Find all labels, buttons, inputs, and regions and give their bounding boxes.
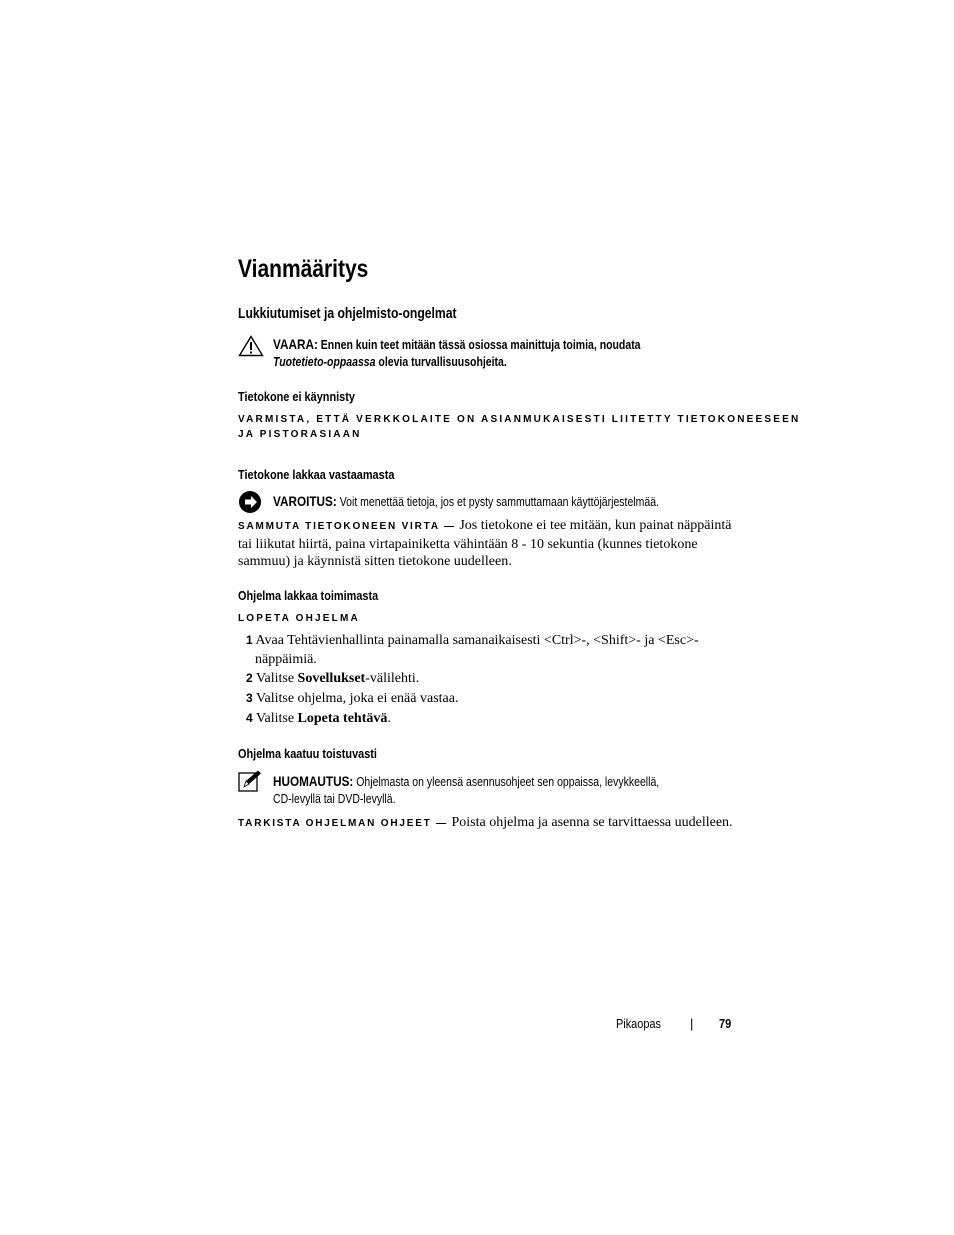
subheading-wont-start: Tietokone ei käynnisty: [238, 389, 355, 404]
footer-separator: |: [690, 1016, 694, 1031]
list-item-continuation: näppäimiä.: [255, 652, 317, 667]
list-item: 4 Valitse Lopeta tehtävä.: [246, 711, 391, 726]
instruction-power-off: SAMMUTA TIETOKONEEN VIRTA — Jos tietokone ei tee mitään, kun painat näppäintä tai liikutat hiirtä, paina virtapainiketta vähintään 8 - 10 sekuntia (kunnes tietokone sammuu) ja käynnistä sitten tietokone uudelleen.: [238, 518, 732, 569]
subheading-stops-responding: Tietokone lakkaa vastaamasta: [238, 467, 395, 482]
instruction-end-program: LOPETA OHJELMA: [238, 613, 360, 624]
instruction-check-adapter: VARMISTA, ETTÄ VERKKOLAITE ON ASIANMUKAISESTI LIITETTY TIETOKONEESEEN JA PISTORASIAAN: [238, 414, 801, 440]
warning-text: VAARA: Ennen kuin teet mitään tässä osiossa mainittuja toimia, noudata Tuotetieto-oppaassa olevia turvallisuusohjeita.: [273, 336, 641, 369]
list-item: 2 Valitse Sovellukset-välilehti.: [246, 671, 420, 686]
section-heading: Lukkiutumiset ja ohjelmisto-ongelmat: [238, 306, 457, 322]
warning-triangle-icon: [238, 335, 264, 357]
notice-arrow-icon: [238, 490, 262, 514]
note-pencil-icon: [238, 770, 262, 792]
list-item: 1 Avaa Tehtävienhallinta painamalla samanaikaisesti <Ctrl>-, <Shift>- ja <Esc>-: [246, 633, 699, 648]
instruction-check-docs: TARKISTA OHJELMAN OHJEET — Poista ohjelma ja asenna se tarvittaessa uudelleen.: [238, 815, 733, 830]
notice-text: VAROITUS: Voit menettää tietoja, jos et pysty sammuttamaan käyttöjärjestelmää.: [273, 493, 659, 509]
page-number: 79: [719, 1016, 732, 1031]
footer-guide-name: Pikaopas: [616, 1016, 661, 1031]
subheading-program-stops: Ohjelma lakkaa toimimasta: [238, 588, 379, 603]
page-title: Vianmääritys: [238, 255, 369, 283]
note-text: HUOMAUTUS: Ohjelmasta on yleensä asennusohjeet sen oppaissa, levykkeellä, CD-levyllä tai DVD-levyllä.: [273, 773, 660, 806]
list-item: 3 Valitse ohjelma, joka ei enää vastaa.: [246, 691, 459, 706]
subheading-program-crashes: Ohjelma kaatuu toistuvasti: [238, 746, 377, 761]
